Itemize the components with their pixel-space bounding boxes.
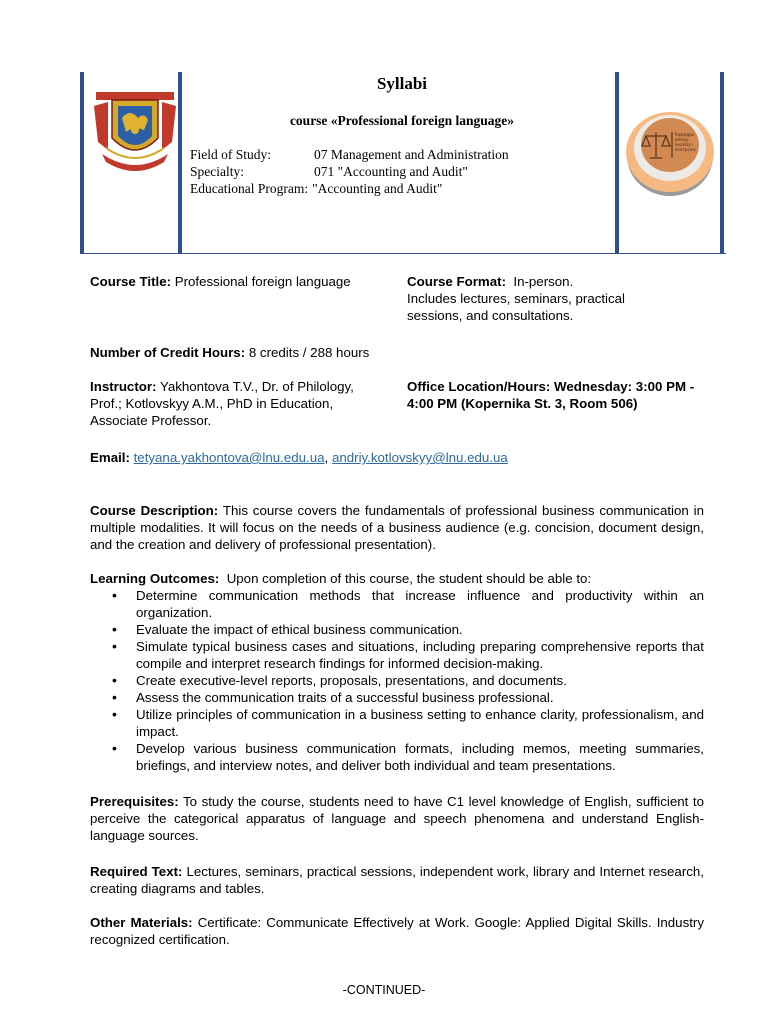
office-label: Office Location/Hours: <box>407 379 551 394</box>
svg-text:Кафедра: Кафедра <box>675 132 694 137</box>
course-format-label: Course Format: <box>407 274 506 289</box>
list-item: • Create executive-level reports, proposals, presentations, and documents. <box>90 672 704 689</box>
continued-footer: -CONTINUED- <box>342 983 426 997</box>
learning-outcomes-intro: Upon completion of this course, the student should be able to: <box>226 571 592 586</box>
credit-hours-label: Number of Credit Hours: <box>90 345 246 360</box>
instructor-value: Yakhontova T.V., Dr. of Philology, Prof.; Kotlovskyy A.M., PhD in Education, Associate Professor. <box>90 379 354 428</box>
required-text <box>90 863 704 897</box>
syllabus-title: Syllabi <box>376 74 428 93</box>
field-label: Educational Program: <box>190 181 309 196</box>
list-item: • Assess the communication traits of a successful business professional. <box>90 689 704 706</box>
required-text-label: Required Text: <box>90 864 183 879</box>
required-text-value: Lectures, seminars, practical sessions, independent work, library and Internet research, creating diagrams and tables. <box>90 864 704 896</box>
department-seal-logo <box>624 96 716 204</box>
svg-text:контролю: контролю <box>675 147 696 152</box>
field-value: "Accounting and Audit" <box>312 181 443 196</box>
list-item: • Simulate typical business cases and situations, including preparing comprehensive reports that compile and interpret research findings for informed decision-making. <box>90 638 704 672</box>
university-crest-logo <box>92 90 178 172</box>
list-item: • Determine communication methods that increase influence and productivity within an organization. <box>90 587 704 621</box>
syllabus-header <box>80 72 726 254</box>
header-border-inner-right <box>615 72 619 254</box>
instructor <box>90 378 380 429</box>
course-description-label: Course Description: <box>90 503 219 518</box>
header-border-right <box>720 72 724 254</box>
specialty-row <box>190 163 610 180</box>
svg-text:обліку,: обліку, <box>675 137 690 142</box>
field-label: Specialty: <box>190 164 244 179</box>
learning-outcomes <box>90 570 704 774</box>
course-title <box>90 273 390 290</box>
learning-outcomes-label: Learning Outcomes: <box>90 571 220 586</box>
course-format-extra: Includes lectures, seminars, practical sessions, and consultations. <box>407 291 626 323</box>
list-item: • Utilize principles of communication in a business setting to enhance clarity, professionalism, and impact. <box>90 706 704 740</box>
list-item: • Evaluate the impact of ethical business communication. <box>90 621 704 638</box>
educational-program-row <box>190 180 610 197</box>
prerequisites <box>90 793 704 844</box>
other-materials <box>90 914 704 948</box>
email-label: Email: <box>90 450 130 465</box>
course-description-text: This course covers the fundamentals of professional business communication in multiple modalities. It will focus on the needs of a business audience (e.g. concision, document design, and the creation and delivery of professional presentation). <box>90 503 704 552</box>
office-value: Wednesday: 3:00 PM - 4:00 PM (Kopernika St. 3, Room 506) <box>407 379 695 411</box>
prerequisites-label: Prerequisites: <box>90 794 179 809</box>
email-link-kotlovskyy[interactable]: andriy.kotlovskyy@lnu.edu.ua <box>331 450 508 465</box>
svg-text:аналізу і: аналізу і <box>675 142 694 147</box>
course-description <box>90 502 704 553</box>
credit-hours-value: 8 credits / 288 hours <box>248 345 370 360</box>
header-border-inner-left <box>178 72 182 254</box>
field-value: 071 "Accounting and Audit" <box>314 164 468 179</box>
outcomes-list <box>90 587 704 774</box>
program-info <box>190 146 610 197</box>
header-border-bottom <box>80 253 726 254</box>
course-title-value: Professional foreign language <box>174 274 351 289</box>
field-label: Field of Study: <box>190 147 272 162</box>
other-materials-label: Other Materials: <box>90 915 193 930</box>
office-hours <box>407 378 707 412</box>
list-item: • Develop various business communication formats, including memos, meeting summaries, briefings, and interview notes, and deliver both individual and team presentations. <box>90 740 704 774</box>
course-title-label: Course Title: <box>90 274 172 289</box>
field-value: 07 Management and Administration <box>314 147 509 162</box>
instructor-label: Instructor: <box>90 379 157 394</box>
email-link-yakhontova[interactable]: tetyana.yakhontova@lnu.edu.ua <box>133 450 325 465</box>
credit-hours <box>90 344 490 361</box>
field-of-study-row <box>190 146 610 163</box>
course-format-value: In-person. <box>513 274 574 289</box>
email <box>90 449 710 466</box>
learning-outcomes-heading <box>90 570 704 587</box>
email-separator: , <box>324 450 329 465</box>
course-heading: course «Professional foreign language» <box>289 113 515 128</box>
prerequisites-text: To study the course, students need to have C1 level knowledge of English, sufficient to perceive the categorical apparatus of language and speech phenomena and understand English-language sources. <box>90 794 704 843</box>
header-border-left <box>80 72 84 254</box>
other-materials-text: Certificate: Communicate Effectively at Work. Google: Applied Digital Skills. Industry recognized certification. <box>90 915 704 947</box>
course-format <box>407 273 667 324</box>
